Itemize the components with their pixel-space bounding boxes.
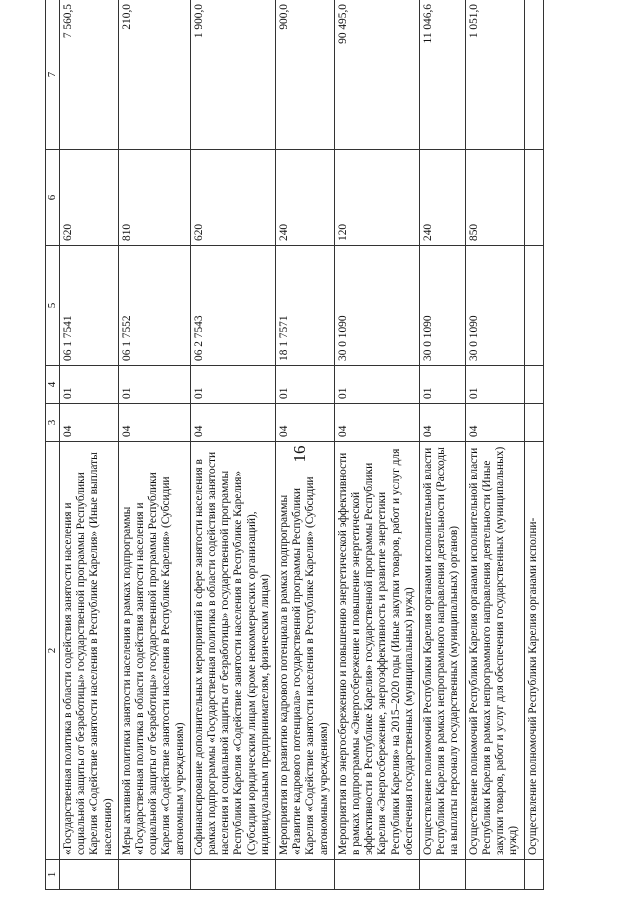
amount-cell: 90 495,0 [334, 0, 419, 150]
expense-name-cell: Осуществление полномочий Республики Карелия органами исполни- [524, 442, 543, 860]
amount-cell: 900,0 [276, 0, 335, 150]
section-code-cell: 04 [118, 404, 190, 442]
table-row [118, 0, 190, 890]
row-number-cell [118, 860, 190, 890]
target-article-cell: 30 0 1090 [465, 246, 524, 366]
table-row [524, 0, 543, 890]
expense-name-cell: Осуществление полномочий Республики Карелия органами исполнительной власти Республики Карелия в рамках непрограммного направления деятельности (Иные закупки товаров, работ и услуг для обеспечения государственных (муниципальных) нужд) [465, 442, 524, 860]
section-code-cell: 04 [420, 404, 466, 442]
subsection-code-cell: 01 [118, 366, 190, 404]
target-article-cell: 06 2 7543 [190, 246, 275, 366]
target-article-cell: 06 1 7541 [60, 246, 119, 366]
header-cell-3: 3 [46, 404, 60, 442]
amount-cell: 1 900,0 [190, 0, 275, 150]
header-cell-1: 1 [46, 860, 60, 890]
row-number-cell [524, 860, 543, 890]
section-code-cell: 04 [465, 404, 524, 442]
subsection-code-cell: 01 [190, 366, 275, 404]
section-code-cell: 04 [334, 404, 419, 442]
expense-type-cell: 810 [118, 150, 190, 246]
subsection-code-cell: 01 [420, 366, 466, 404]
budget-table [45, 0, 544, 890]
header-cell-6: 6 [46, 150, 60, 246]
table-header-row [46, 0, 60, 890]
subsection-code-cell: 01 [60, 366, 119, 404]
expense-type-cell: 620 [190, 150, 275, 246]
expense-type-cell: 240 [420, 150, 466, 246]
expense-name-cell: «Государственная политика в области содействия занятости населения и социальной защиты от безработицы» государственной программы Республики Карелия «Содействие занятости населения в Республике Карелия» (Иные выплаты населению) [60, 442, 119, 860]
row-number-cell [276, 860, 335, 890]
target-article-cell: 30 0 1090 [420, 246, 466, 366]
section-code-cell [524, 404, 543, 442]
target-article-cell: 06 1 7552 [118, 246, 190, 366]
subsection-code-cell: 01 [334, 366, 419, 404]
table-row [465, 0, 524, 890]
expense-type-cell [524, 150, 543, 246]
expense-name-cell: Меры активной политики занятости населения в рамках подпрограммы «Государственная политика в области содействия занятости населения и социальной защиты от безработицы» государственной программы Республики Карелия «Содействие занятости населения в Республике Карелия» (Субсидии автономным учреждениям) [118, 442, 190, 860]
target-article-cell [524, 246, 543, 366]
page-number: 16 [290, 445, 309, 463]
expense-name-cell: Мероприятия по развитию кадрового потенциала в рамках подпрограммы «Развитие кадрового потенциала» государственной программы Республики Карелия «Содействие занятости населения в Республике Карелия» (Субсидии автономным учреждениям) [276, 442, 335, 860]
expense-type-cell: 620 [60, 150, 119, 246]
expense-type-cell: 240 [276, 150, 335, 246]
expense-name-cell: Осуществление полномочий Республики Карелия органами исполнительной власти Республики Карелия в рамках непрограммного направления деятельности (Расходы на выплаты персоналу государственных (муниципальных) органов) [420, 442, 466, 860]
target-article-cell: 30 0 1090 [334, 246, 419, 366]
header-cell-7: 7 [46, 0, 60, 150]
expense-name-cell: Софинансирование дополнительных мероприятий в сфере занятости населения в рамках подпрограммы «Государственная политика в области содействия занятости населения и социальной защиты от безработицы» государственной программы Республики Карелия «Содействие занятости населения в Республике Карелия» (Субсидии юридическим лицам (кроме некоммерческих организаций), индивидуальным предпринимателям, физическим лицам) [190, 442, 275, 860]
expense-type-cell: 850 [465, 150, 524, 246]
rotated-page-content [45, 0, 593, 890]
header-cell-4: 4 [46, 366, 60, 404]
amount-cell: 210,0 [118, 0, 190, 150]
section-code-cell: 04 [60, 404, 119, 442]
subsection-code-cell: 01 [465, 366, 524, 404]
row-number-cell [60, 860, 119, 890]
section-code-cell: 04 [190, 404, 275, 442]
row-number-cell [420, 860, 466, 890]
table-row [276, 0, 335, 890]
amount-cell [524, 0, 543, 150]
table-row [334, 0, 419, 890]
amount-cell: 11 046,6 [420, 0, 466, 150]
row-number-cell [190, 860, 275, 890]
table-row [420, 0, 466, 890]
table-row [190, 0, 275, 890]
subsection-code-cell [524, 366, 543, 404]
expense-type-cell: 120 [334, 150, 419, 246]
subsection-code-cell: 01 [276, 366, 335, 404]
row-number-cell [334, 860, 419, 890]
table-row [60, 0, 119, 890]
target-article-cell: 18 1 7571 [276, 246, 335, 366]
expense-name-cell: Мероприятия по энергосбережению и повышению энергетической эффективности в рамках подпрограммы «Энергосбережение и повышение энергетической эффективности в Республике Карелия» государственной программы Республики Карелия «Энергосбережение, энергоэффективность и развитие энергетики Республики Карелия» на 2015–2020 годы (Иные закупки товаров, работ и услуг для обеспечения государственных (муниципальных) нужд) [334, 442, 419, 860]
amount-cell: 7 560,5 [60, 0, 119, 150]
section-code-cell: 04 [276, 404, 335, 442]
header-cell-2: 2 [46, 442, 60, 860]
amount-cell: 1 051,0 [465, 0, 524, 150]
header-cell-5: 5 [46, 246, 60, 366]
row-number-cell [465, 860, 524, 890]
